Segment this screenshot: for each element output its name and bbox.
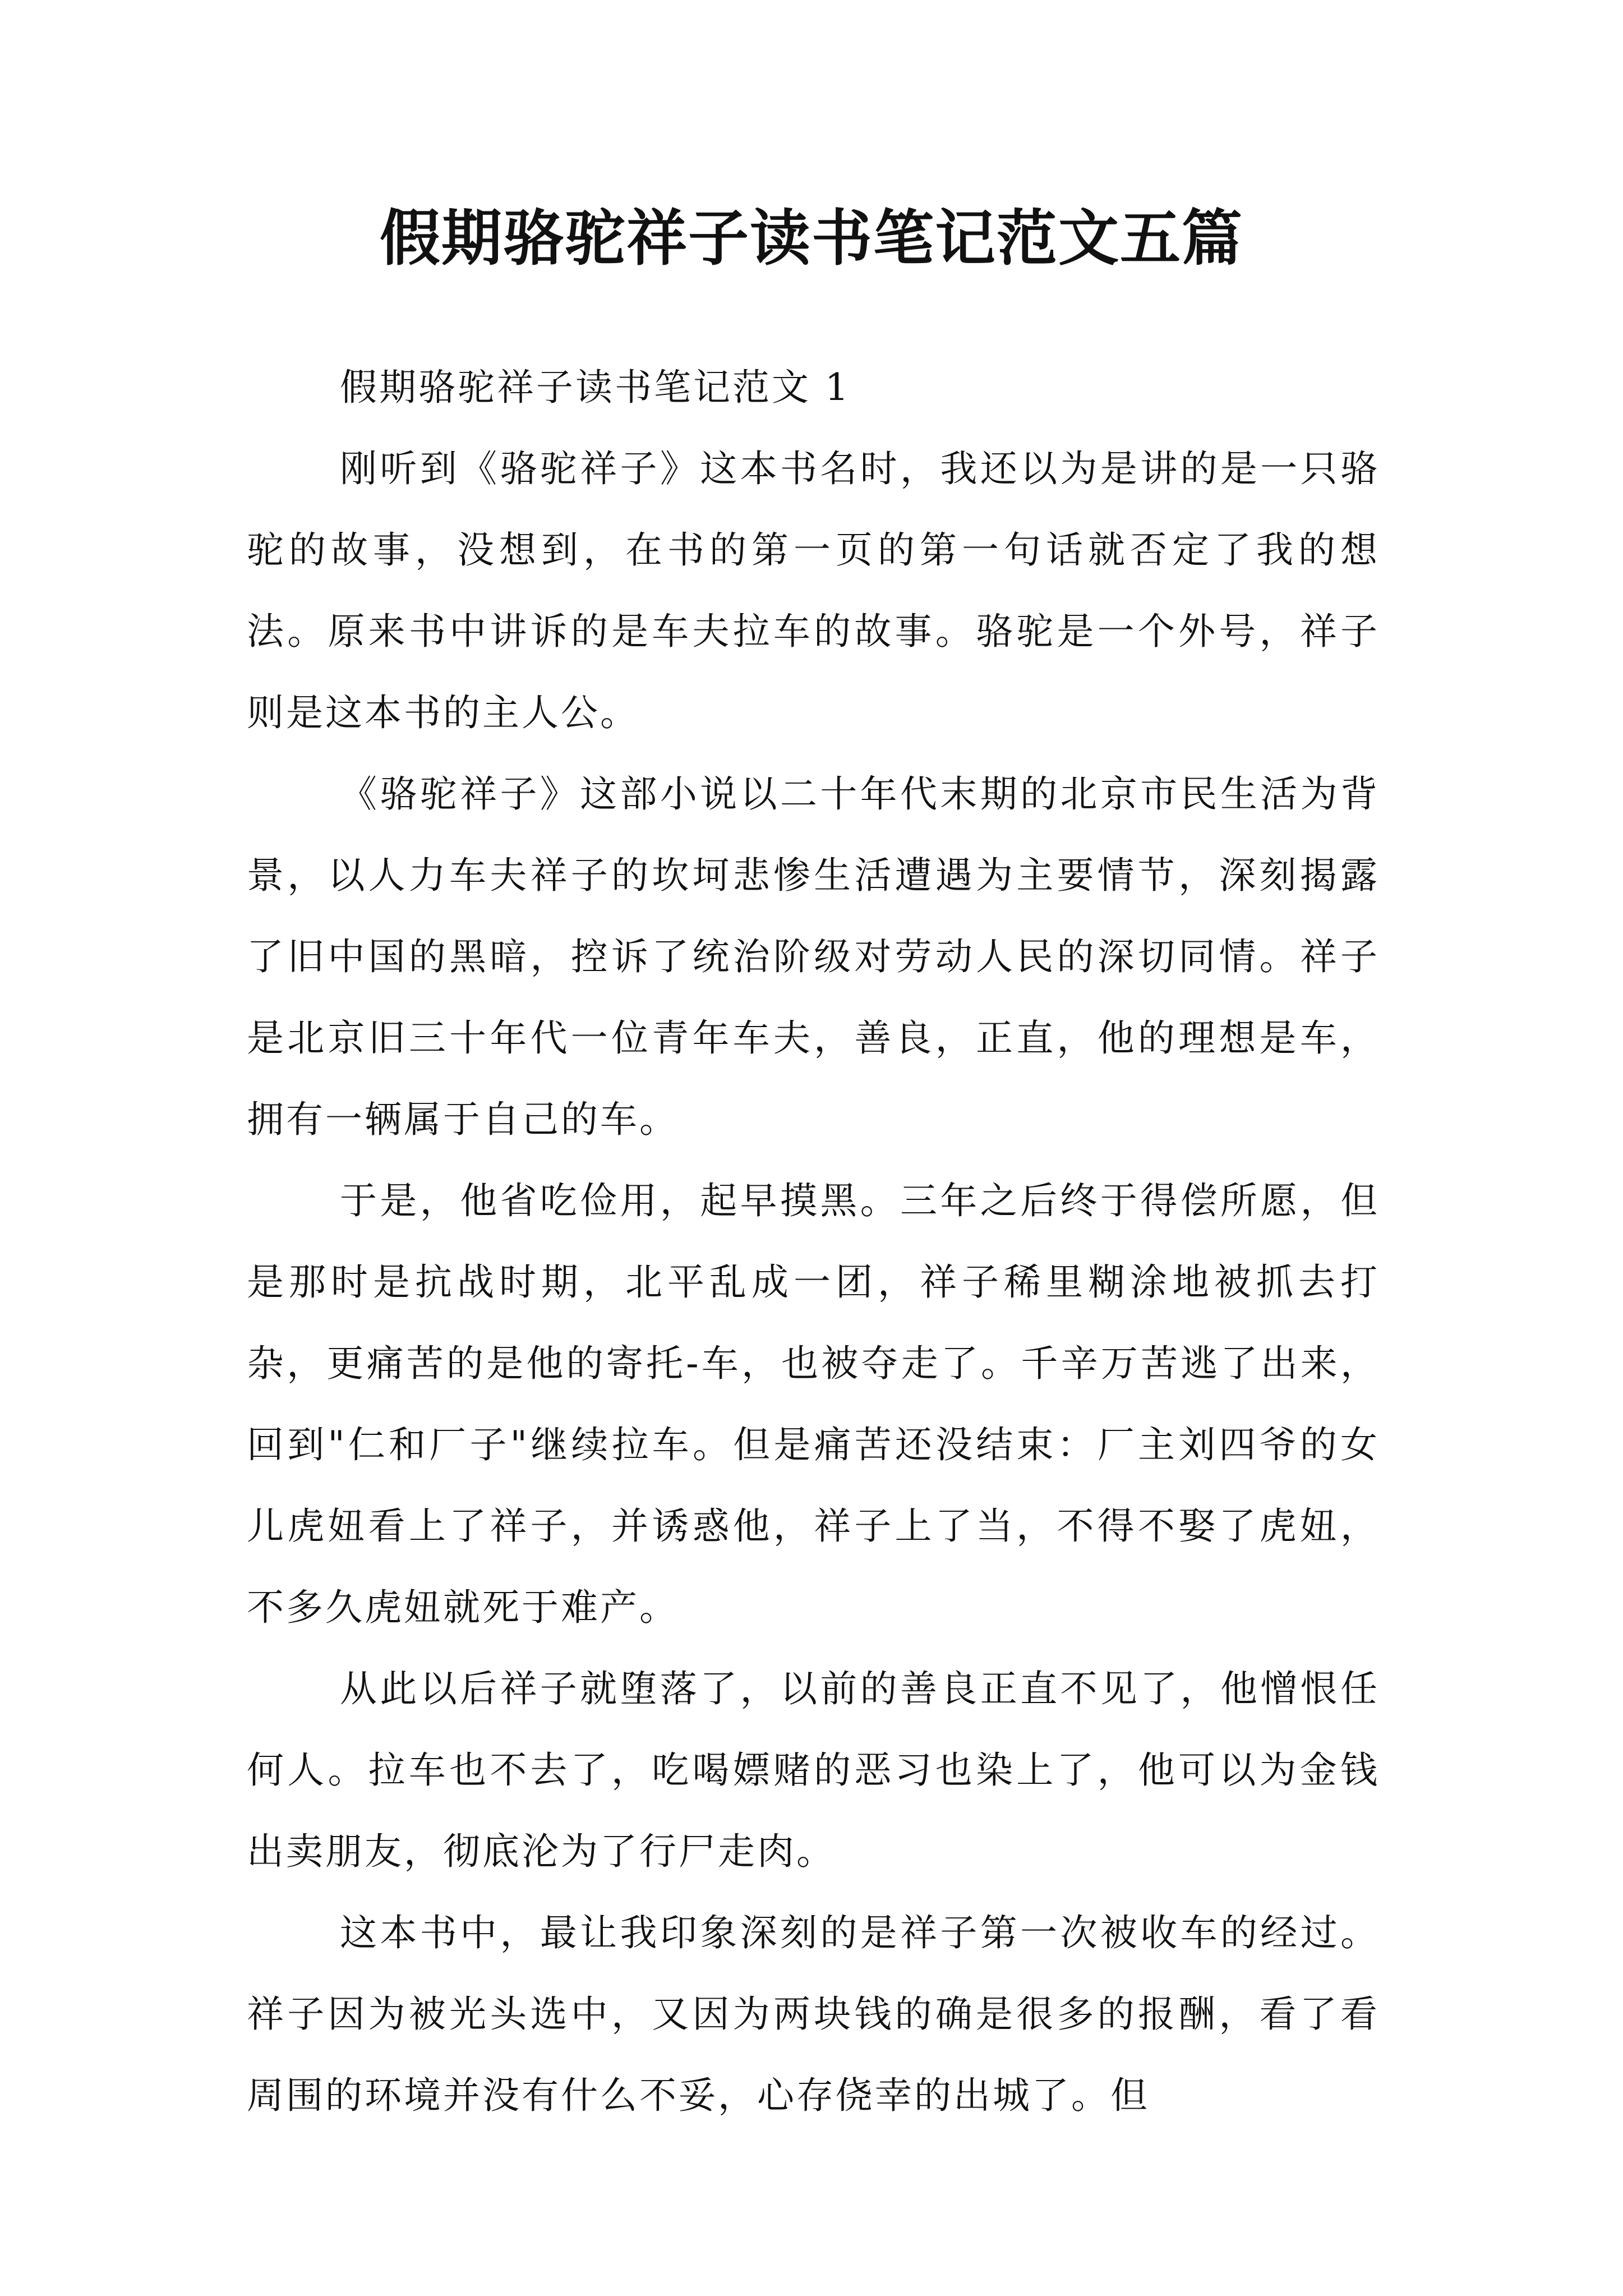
document-title: 假期骆驼祥子读书笔记范文五篇 xyxy=(379,203,1243,274)
paragraph: 从此以后祥子就堕落了，以前的善良正直不见了，他憎恨任何人。拉车也不去了，吃喝嫖赌的恶习也染上了，他可以为金钱出卖朋友，彻底沦为了行尸走肉。 xyxy=(247,1667,1380,1873)
paragraph: 《骆驼祥子》这部小说以二十年代末期的北京市民生活为背景，以人力车夫祥子的坎坷悲惨生活遭遇为主要情节，深刻揭露了旧中国的黑暗，控诉了统治阶级对劳动人民的深切同情。祥子是北京旧三十年代一位青年车夫，善良，正直，他的理想是车，拥有一辆属于自己的车。 xyxy=(247,772,1380,1141)
paragraph: 这本书中，最让我印象深刻的是祥子第一次被收车的经过。祥子因为被光头选中，又因为两块钱的确是很多的报酬，看了看周围的环境并没有什么不妥，心存侥幸的出城了。但 xyxy=(247,1911,1380,2117)
paragraph: 于是，他省吃俭用，起早摸黑。三年之后终于得偿所愿，但是那时是抗战时期，北平乱成一团，祥子稀里糊涂地被抓去打杂，更痛苦的是他的寄托-车，也被夺走了。千辛万苦逃了出来，回到"仁和厂子"继续拉车。但是痛苦还没结束：厂主刘四爷的女儿虎妞看上了祥子，并诱惑他，祥子上了当，不得不娶了虎妞，不多久虎妞就死于难产。 xyxy=(247,1179,1380,1629)
paragraph: 刚听到《骆驼祥子》这本书名时，我还以为是讲的是一只骆驼的故事，没想到，在书的第一页的第一句话就否定了我的想法。原来书中讲诉的是车夫拉车的故事。骆驼是一个外号，祥子则是这本书的主人公。 xyxy=(247,447,1380,734)
document-body xyxy=(247,347,1380,2136)
section-heading: 假期骆驼祥子读书笔记范文 1 xyxy=(340,366,851,409)
